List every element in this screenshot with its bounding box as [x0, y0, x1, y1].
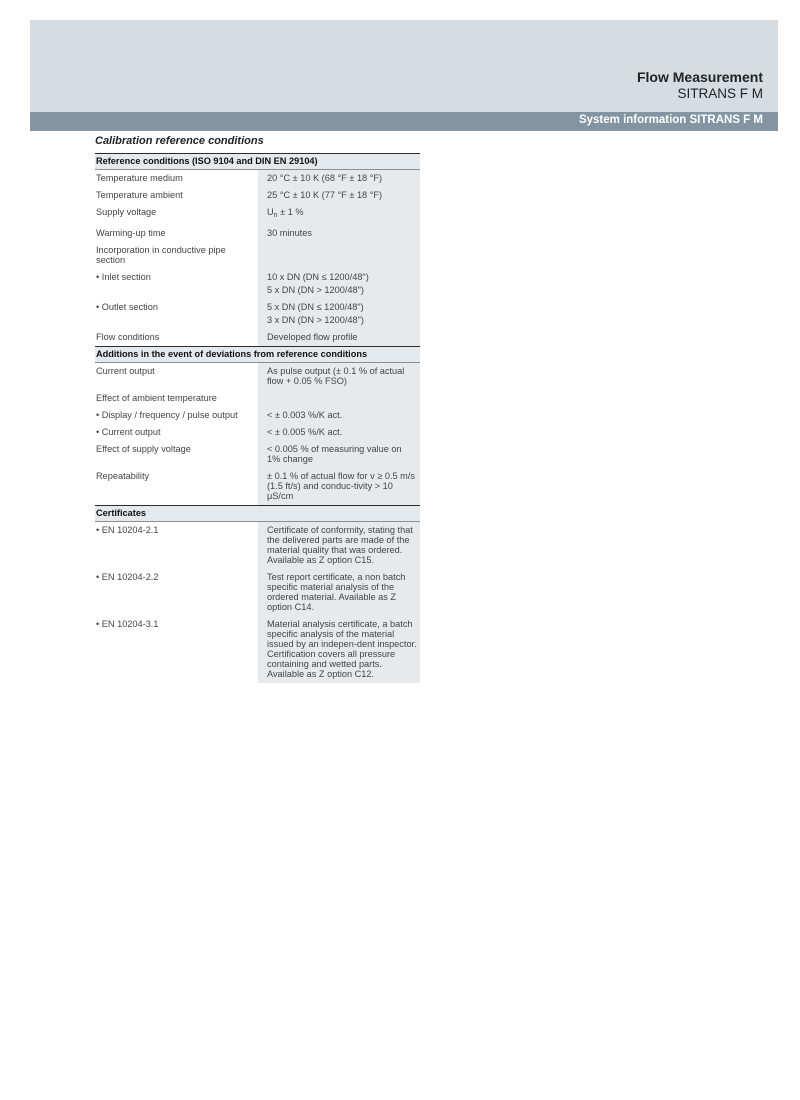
row-label: • Current output	[96, 427, 161, 437]
row-value: 5 x DN (DN > 1200/48")	[258, 283, 420, 299]
cert3-paragraph-1: Material analysis certificate, a batch specific analysis of the material issued by an indepen-dent inspector.	[267, 619, 417, 649]
row-value: < ± 0.005 %/K act.	[258, 424, 420, 441]
row-label: Temperature medium	[96, 173, 183, 183]
table-header-additions: Additions in the event of deviations from reference conditions	[95, 347, 420, 363]
row-label: • EN 10204-2.1	[96, 525, 159, 535]
row-label	[95, 313, 258, 329]
table-header-certificates: Certificates	[95, 506, 420, 522]
table-row	[95, 441, 420, 468]
table-header-row	[95, 347, 420, 363]
row-value: 30 minutes	[258, 225, 420, 242]
table-header-reference: Reference conditions (ISO 9104 and DIN EN 29104)	[95, 154, 420, 170]
row-value	[258, 242, 420, 269]
table-row	[95, 225, 420, 242]
section-bar	[30, 112, 778, 131]
voltage-tolerance: ± 1 %	[277, 207, 304, 217]
table-row	[95, 390, 420, 407]
row-value: 20 °C ± 10 K (68 °F ± 18 °F)	[258, 170, 420, 188]
row-label: Temperature ambient	[96, 190, 183, 200]
row-value: 5 x DN (DN ≤ 1200/48")	[258, 299, 420, 313]
row-label: Repeatability	[96, 471, 150, 481]
row-value: Certificate of conformity, stating that the delivered parts are made of the material quality that was ordered. Available as Z option C15.	[258, 522, 420, 570]
table-row	[95, 204, 420, 225]
row-label: • Outlet section	[96, 302, 158, 312]
table-row	[95, 170, 420, 188]
row-label: Warming-up time	[96, 228, 166, 238]
table-row	[95, 468, 420, 506]
table-row	[95, 187, 420, 204]
table-header-row	[95, 154, 420, 170]
row-value: Test report certificate, a non batch specific material analysis of the ordered material. Available as Z option C14.	[258, 569, 420, 616]
table-row	[95, 363, 420, 391]
table-header-row	[95, 506, 420, 522]
row-label: Supply voltage	[96, 207, 157, 217]
row-value: < 0.005 % of measuring value on 1% change	[258, 441, 420, 468]
row-label: Incorporation in conductive pipe section	[96, 245, 226, 265]
row-value: 10 x DN (DN ≤ 1200/48")	[258, 269, 420, 283]
row-value	[258, 204, 420, 225]
row-label: Current output	[96, 366, 155, 376]
row-value: As pulse output (± 0.1 % of actual flow + 0.05 % FSO)	[258, 363, 420, 391]
table-row	[95, 299, 420, 313]
table-row	[95, 283, 420, 299]
row-label: Effect of supply voltage	[96, 444, 191, 454]
table-row	[95, 329, 420, 347]
row-label: • Display / frequency / pulse output	[96, 410, 238, 420]
spec-table	[95, 153, 420, 683]
row-label: Flow conditions	[96, 332, 160, 342]
calibration-section	[95, 135, 420, 683]
cert3-paragraph-2: Certification covers all pressure containing and wetted parts. Available as Z option C12.	[267, 649, 396, 679]
row-value	[258, 390, 420, 407]
section-bar-label: System information SITRANS F M	[578, 114, 763, 126]
block-title: Calibration reference conditions	[95, 135, 264, 147]
row-value: Developed flow profile	[258, 329, 420, 347]
table-row	[95, 407, 420, 424]
row-value: < ± 0.003 %/K act.	[258, 407, 420, 424]
row-label: Effect of ambient temperature	[96, 393, 217, 403]
table-row	[95, 522, 420, 570]
row-label: • EN 10204-3.1	[96, 619, 159, 629]
table-row	[95, 269, 420, 283]
voltage-subscript: n	[273, 212, 278, 219]
table-row	[95, 616, 420, 683]
row-value	[258, 616, 420, 683]
row-value: ± 0.1 % of actual flow for v ≥ 0.5 m/s (1.5 ft/s) and conduc-tivity > 10 μS/cm	[258, 468, 420, 506]
header-band	[30, 20, 778, 112]
table-row	[95, 569, 420, 616]
voltage-symbol: U	[267, 207, 274, 217]
table-row	[95, 242, 420, 269]
row-label: • EN 10204-2.2	[96, 572, 159, 582]
row-label: • Inlet section	[96, 272, 151, 282]
table-row	[95, 313, 420, 329]
row-label	[95, 283, 258, 299]
row-value: 3 x DN (DN > 1200/48")	[258, 313, 420, 329]
row-value: 25 °C ± 10 K (77 °F ± 18 °F)	[258, 187, 420, 204]
document-subtitle: SITRANS F M	[677, 86, 763, 101]
document-title: Flow Measurement	[636, 69, 763, 85]
table-row	[95, 424, 420, 441]
